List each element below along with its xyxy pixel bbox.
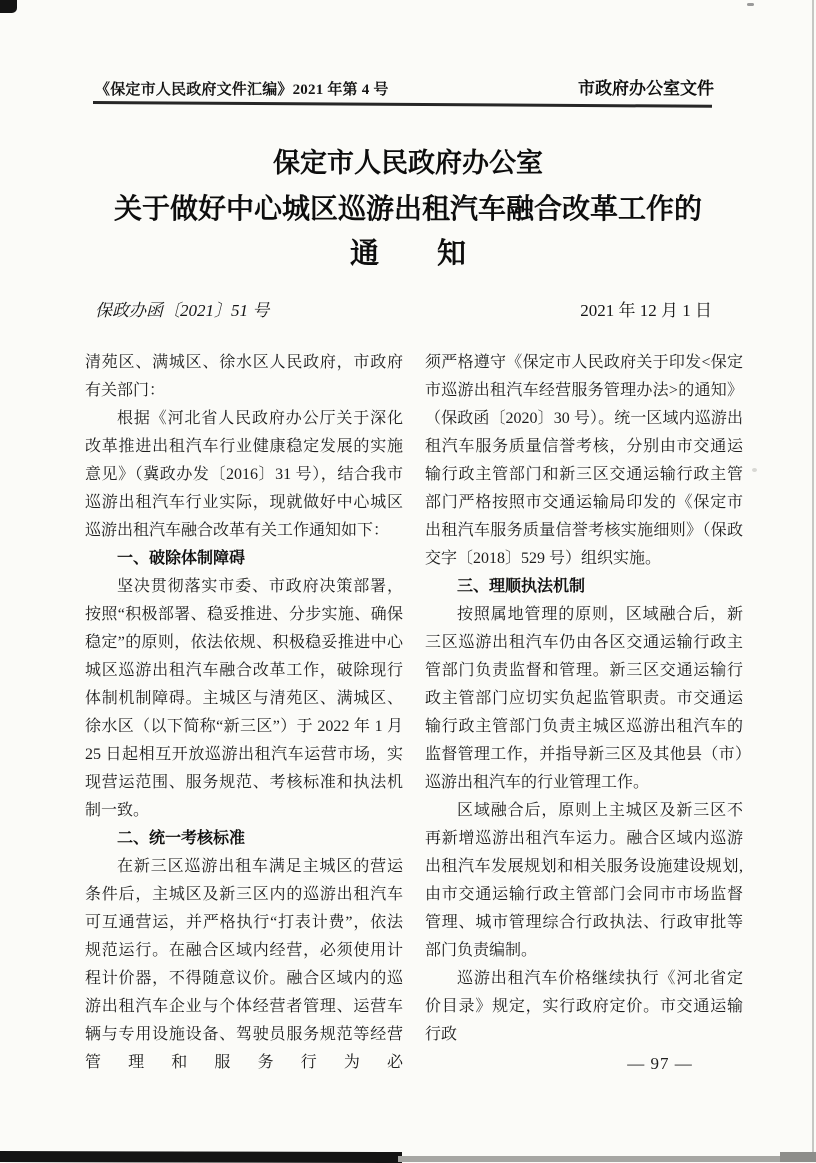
section-heading: 二、统一考核标准 xyxy=(117,830,246,847)
header-office-label: 市政府办公室文件 xyxy=(578,79,714,98)
body-paragraph: 按照属地管理的原则，区域融合后，新三区巡游出租汽车仍由各区交通运输行政主管部门负责监督和管理。新三区交通运输行政主管部门应切实负起监管职责。市交通运输行政主管部门负责主城区巡游出租汽车的监督管理工作，并指导新三区及其他县（市）巡游出租汽车的行业管理工作。 xyxy=(425,606,743,791)
scan-artifact-speck xyxy=(752,468,757,472)
body-paragraph: 根据《河北省人民政府办公厅关于深化改革推进出租汽车行业健康稳定发展的实施意见》（冀政办发〔2016〕31 号），结合我市巡游出租汽车行业实际，现就做好中心城区巡游出租汽车融合改革有关工作通知如下： xyxy=(85,410,403,539)
body-paragraph: 坚决贯彻落实市委、市政府决策部署，按照“积极部署、稳妥推进、分步实施、确保稳定”的原则，依法依规、积极稳妥推进中心城区巡游出租汽车融合改革工作，破除现行体制机制障碍。主城区与清苑区、满城区、徐水区（以下简称“新三区”）于 2022 年 1 月 25 日起相互开放巡游出租汽车运营市场，实现营运范围、服务规范、考核标准和执法机制一致。 xyxy=(85,578,403,819)
body-paragraph: 区域融合后，原则上主城区及新三区不再新增巡游出租汽车运力。融合区域内巡游出租汽车发展规划和相关服务设施建设规划,由市交通运输行政主管部门会同市市场监督管理、城市管理综合行政执法、行政审批等部门负责编制。 xyxy=(425,802,743,959)
section-heading: 一、破除体制障碍 xyxy=(117,550,246,567)
body-paragraph: 巡游出租汽车价格继续执行《河北省定价目录》规定，实行政府定价。市交通运输行政 xyxy=(425,970,743,1043)
body-column-right xyxy=(425,349,743,1049)
body-paragraph: 清苑区、满城区、徐水区人民政府，市政府有关部门： xyxy=(85,354,403,399)
scan-artifact-speck xyxy=(747,3,754,6)
header-volume-label: 《保定市人民政府文件汇编》2021 年第 4 号 xyxy=(95,82,389,98)
body-paragraph: 须严格遵守《保定市人民政府关于印发<保定市巡游出租汽车经营服务管理办法>的通知》（保政函〔2020〕30 号）。统一区域内巡游出租汽车服务质量信誉考核，分别由市交通运输行政主管部门和新三区交通运输行政主管部门严格按照市交通运输局印发的《保定市出租汽车服务质量信誉考核实施细则》（保政交字〔2018〕529 号）组织实施。 xyxy=(425,354,743,567)
document-title-line-3: 通 知 xyxy=(349,238,466,270)
scan-artifact-corner-mark xyxy=(0,0,17,13)
document-title-line-2: 关于做好中心城区巡游出租汽车融合改革工作的 xyxy=(113,193,702,224)
document-date: 2021 年 12 月 1 日 xyxy=(580,301,712,320)
scan-artifact-right-edge-line xyxy=(812,0,814,1162)
section-heading: 三、理顺执法机制 xyxy=(457,578,586,595)
body-column-left xyxy=(85,349,403,1077)
scan-artifact-bottom-bar xyxy=(398,1156,816,1162)
document-title-line-1: 保定市人民政府办公室 xyxy=(273,148,543,178)
document-number: 保政办函〔2021〕51 号 xyxy=(95,301,270,320)
page-number: — 97 — xyxy=(627,1054,693,1073)
header-rule xyxy=(93,101,712,108)
body-paragraph: 在新三区巡游出租车满足主城区的营运条件后，主城区及新三区内的巡游出租汽车可互通营运，并严格执行“打表计费”，依法规范运行。在融合区域内经营，必须使用计程计价器，不得随意议价。融合区域内的巡游出租汽车企业与个体经营者管理、运营车辆与专用设施设备、驾驶员服务规范等经营管理和服务行为必 xyxy=(85,858,403,1071)
scan-artifact-bottom-bar xyxy=(0,1151,402,1163)
scan-artifact-bottom-bar xyxy=(780,1152,816,1162)
